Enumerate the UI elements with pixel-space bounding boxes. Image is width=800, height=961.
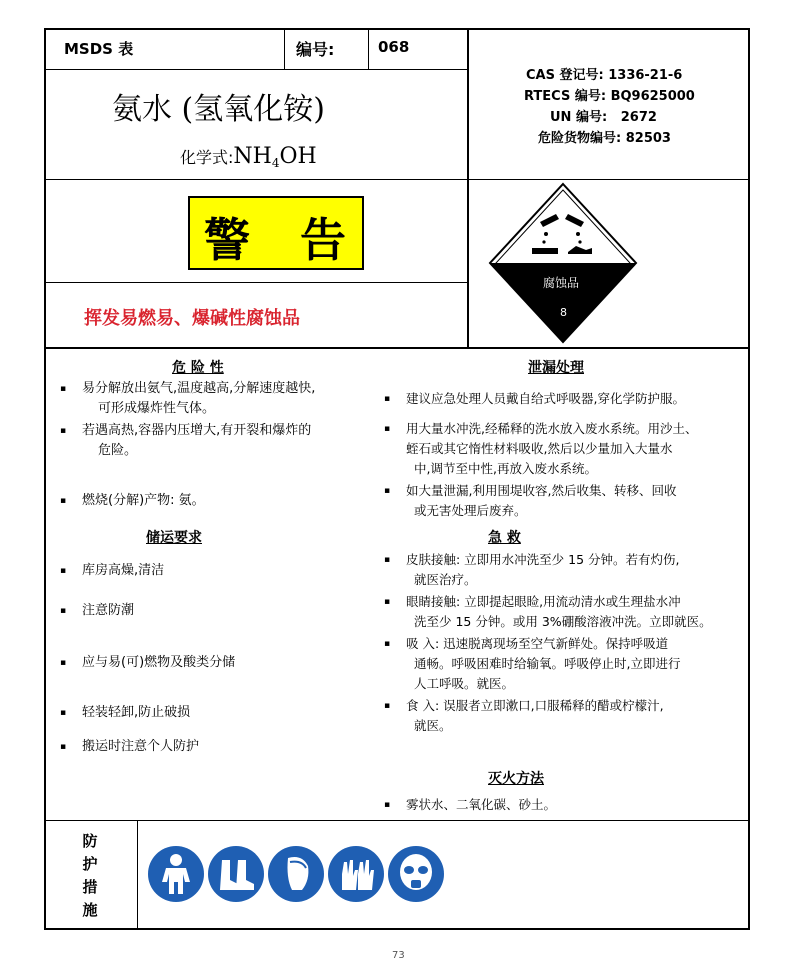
list-item: ▪ 搬运时注意个人防护 (56, 738, 199, 756)
warning-label-left: 警 (204, 213, 250, 267)
safety-boots-icon (208, 846, 264, 902)
hazard-symbol-label: 腐蚀品 (543, 276, 580, 290)
list-item: ▪ 食 入: 误服者立即漱口,口服稀释的醋或柠檬汁, (380, 697, 664, 715)
list-item-continued: 中,调节至中性,再放入废水系统。 (414, 461, 597, 476)
leak-section-title: 泄漏处理 (528, 360, 584, 376)
list-item-continued: 蛭石或其它惰性材料吸收,然后以少量加入大量水 (406, 441, 673, 456)
identifier-rtecs: RTECS 编号: BQ9625000 (524, 89, 695, 104)
list-item: ▪ 应与易(可)燃物及酸类分储 (56, 654, 235, 672)
formula-suffix: OH (279, 144, 317, 169)
msds-label: MSDS 表 (64, 40, 134, 58)
warning-box (188, 196, 364, 270)
list-item: ▪ 库房高燥,清洁 (56, 562, 164, 580)
page-number: 73 (392, 950, 405, 961)
chemical-formula (180, 144, 317, 170)
list-item: ▪ 燃烧(分解)产物: 氨。 (56, 492, 205, 510)
hazard-class-number: 8 (560, 306, 567, 319)
protective-gloves-icon (328, 846, 384, 902)
list-item: ▪ 易分解放出氨气,温度越高,分解速度越快, (56, 380, 315, 398)
list-item: ▪ 若遇高热,容器内压增大,有开裂和爆炸的 (56, 422, 311, 440)
protection-label (78, 830, 102, 922)
formula-prefix: NH (233, 144, 272, 169)
list-item-continued: 或无害处理后废弃。 (414, 503, 527, 518)
fire-section-title: 灭火方法 (488, 771, 544, 787)
number-value: 068 (378, 38, 410, 56)
list-item-continued: 就医。 (414, 718, 452, 733)
list-item-continued: 人工呼吸。就医。 (414, 676, 515, 691)
storage-section-title: 储运要求 (146, 530, 202, 546)
chemical-name: 氨水 (氢氧化铵) (112, 92, 325, 127)
list-item-continued: 通畅。呼吸困难时给输氧。呼吸停止时,立即进行 (414, 656, 681, 671)
identifier-dangerous-goods: 危险货物编号: 82503 (538, 131, 671, 146)
list-item: ▪ 建议应急处理人员戴自给式呼吸器,穿化学防护服。 (380, 390, 685, 408)
list-item: ▪ 用大量水冲洗,经稀释的洗水放入废水系统。用沙土、 (380, 420, 697, 438)
list-item: ▪ 注意防潮 (56, 602, 134, 620)
formula-subscript: 4 (271, 156, 280, 171)
number-label: 编号: (296, 40, 335, 59)
formula-label: 化学式: (180, 148, 234, 167)
list-item: ▪ 吸 入: 迅速脱离现场至空气新鲜处。保持呼吸道 (380, 635, 668, 653)
protective-suit-icon (148, 846, 204, 902)
protection-label-char: 施 (82, 901, 98, 919)
corrosive-hazard-symbol (488, 182, 638, 344)
warning-subtitle: 挥发易燃易、爆碱性腐蚀品 (84, 308, 300, 329)
list-item-continued: 危险。 (98, 443, 138, 458)
protection-label-char: 措 (82, 878, 98, 896)
list-item-continued: 洗至少 15 分钟。或用 3%硼酸溶液冲洗。立即就医。 (414, 614, 712, 629)
list-item: ▪ 雾状水、二氧化碳、砂土。 (380, 796, 556, 814)
list-item-continued: 就医治疗。 (414, 572, 477, 587)
first-aid-section-title: 急 救 (488, 530, 521, 546)
protection-label-char: 防 (82, 832, 98, 850)
hazard-section-title: 危 险 性 (172, 360, 224, 376)
protection-label-char: 护 (82, 855, 98, 873)
list-item: ▪ 如大量泄漏,利用围堤收容,然后收集、转移、回收 (380, 482, 676, 500)
list-item: ▪ 轻装轻卸,防止破损 (56, 704, 190, 722)
gas-mask-icon (388, 846, 444, 902)
list-item: ▪ 眼睛接触: 立即提起眼睑,用流动清水或生理盐水冲 (380, 593, 681, 611)
warning-label-right: 告 (300, 213, 346, 267)
face-shield-icon (268, 846, 324, 902)
list-item: ▪ 皮肤接触: 立即用水冲洗至少 15 分钟。若有灼伤, (380, 551, 680, 569)
identifier-un: UN 编号: 2672 (550, 110, 657, 125)
list-item-continued: 可形成爆炸性气体。 (98, 401, 216, 416)
identifier-cas: CAS 登记号: 1336-21-6 (526, 68, 683, 83)
